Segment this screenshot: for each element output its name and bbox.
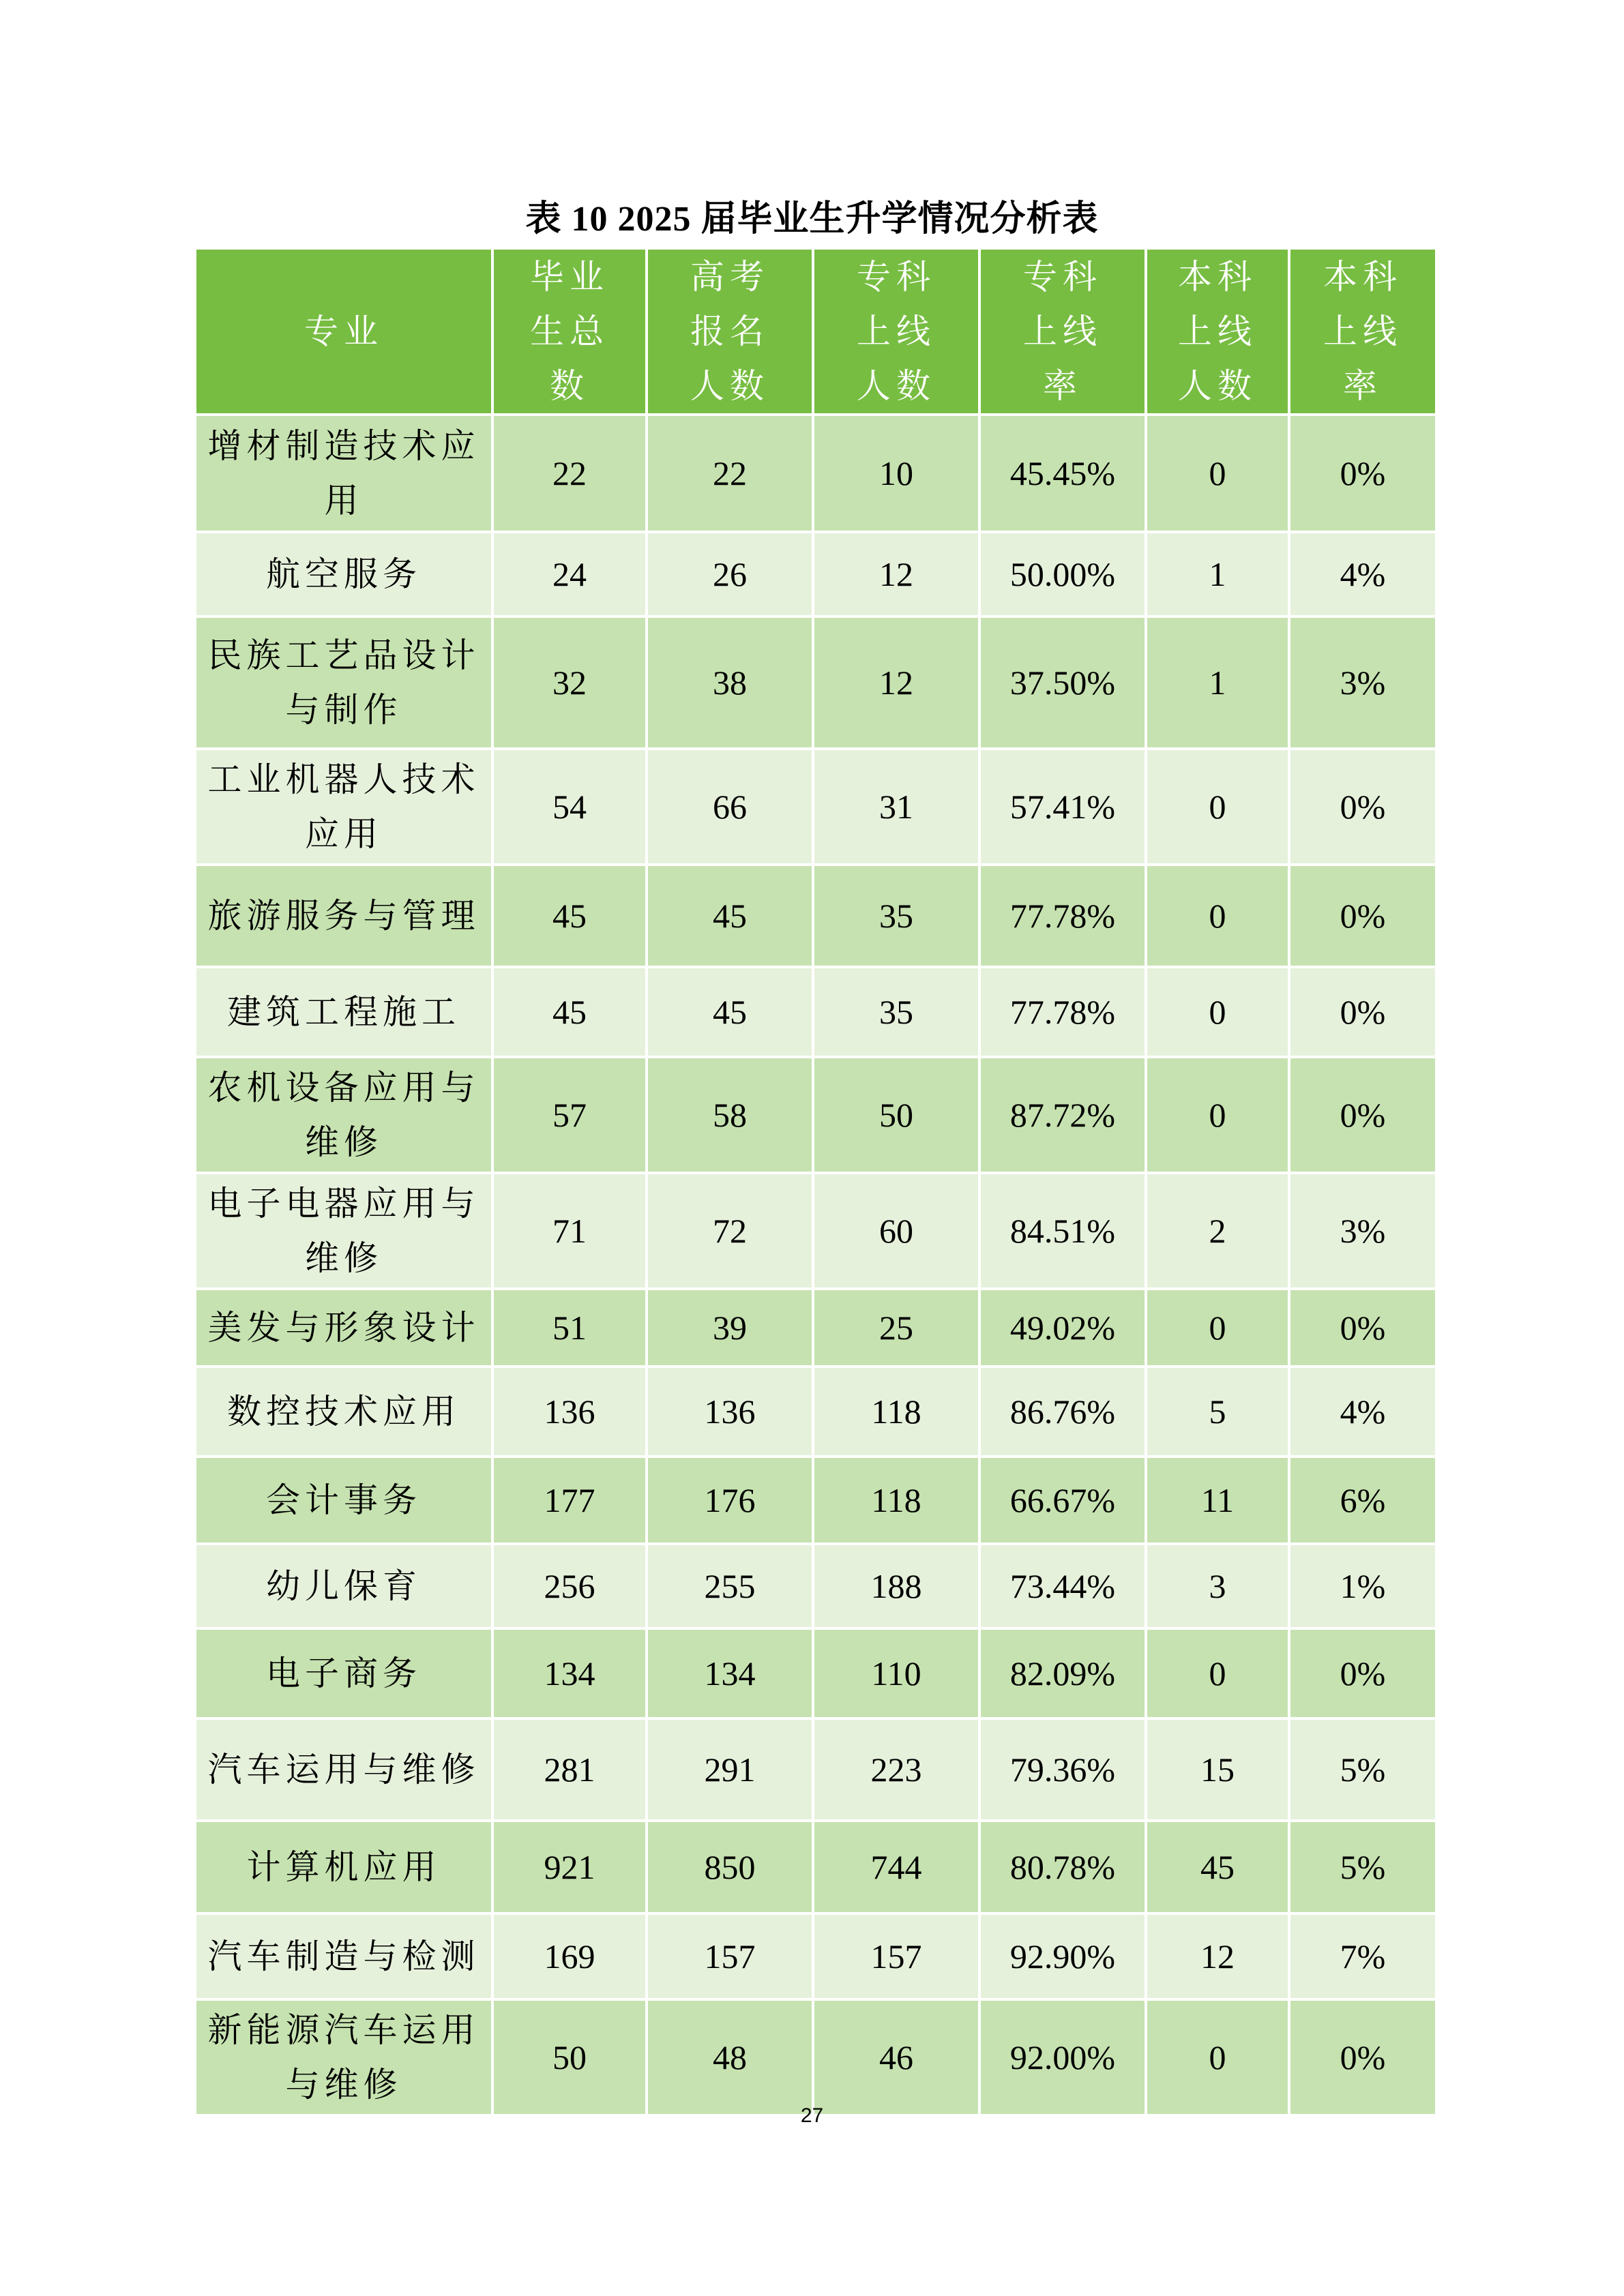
junior-college-admitted-cell: 10 — [813, 415, 979, 532]
table-row — [195, 1289, 1436, 1367]
junior-college-admitted-cell: 50 — [813, 1057, 979, 1173]
undergraduate-rate-cell: 0% — [1289, 415, 1436, 532]
major-cell: 美发与形象设计 — [195, 1289, 492, 1367]
major-cell: 建筑工程施工 — [195, 967, 492, 1057]
exam-applicants-cell: 66 — [647, 749, 813, 865]
junior-college-rate-cell: 77.78% — [979, 865, 1146, 967]
header-col-junior-college-rate — [979, 248, 1146, 415]
table-row — [195, 1718, 1436, 1821]
major-cell: 农机设备应用与维修 — [195, 1057, 492, 1173]
junior-college-rate-cell: 66.67% — [979, 1457, 1146, 1544]
undergraduate-admitted-cell: 0 — [1146, 967, 1289, 1057]
exam-applicants-cell: 850 — [647, 1821, 813, 1913]
junior-college-admitted-cell: 46 — [813, 1999, 979, 2115]
junior-college-admitted-cell: 31 — [813, 749, 979, 865]
table-row — [195, 1057, 1436, 1173]
major-cell: 工业机器人技术应用 — [195, 749, 492, 865]
undergraduate-admitted-cell: 2 — [1146, 1173, 1289, 1289]
junior-college-admitted-cell: 25 — [813, 1289, 979, 1367]
junior-college-admitted-cell: 744 — [813, 1821, 979, 1913]
major-cell: 计算机应用 — [195, 1821, 492, 1913]
exam-applicants-cell: 291 — [647, 1718, 813, 1821]
junior-college-rate-cell: 79.36% — [979, 1718, 1146, 1821]
junior-college-rate-cell: 92.00% — [979, 1999, 1146, 2115]
junior-college-admitted-cell: 157 — [813, 1913, 979, 1999]
exam-applicants-cell: 39 — [647, 1289, 813, 1367]
table-row — [195, 616, 1436, 749]
undergraduate-admitted-cell: 3 — [1146, 1544, 1289, 1628]
exam-applicants-cell: 72 — [647, 1173, 813, 1289]
major-cell: 汽车运用与维修 — [195, 1718, 492, 1821]
header-col-exam-applicants — [647, 248, 813, 415]
junior-college-admitted-cell: 35 — [813, 967, 979, 1057]
header-label: 毕业生总数 — [530, 258, 609, 405]
undergraduate-rate-cell: 1% — [1289, 1544, 1436, 1628]
table-title: 表 10 2025 届毕业生升学情况分析表 — [525, 200, 1099, 239]
graduates-total-cell: 57 — [492, 1057, 647, 1173]
header-label: 专科上线人数 — [857, 258, 936, 405]
undergraduate-rate-cell: 5% — [1289, 1718, 1436, 1821]
junior-college-rate-cell: 45.45% — [979, 415, 1146, 532]
exam-applicants-cell: 136 — [647, 1367, 813, 1457]
junior-college-admitted-cell: 12 — [813, 532, 979, 616]
exam-applicants-cell: 176 — [647, 1457, 813, 1544]
graduate-admission-table — [194, 247, 1438, 2117]
table-row — [195, 1821, 1436, 1913]
undergraduate-rate-cell: 0% — [1289, 1999, 1436, 2115]
table-header — [195, 248, 1436, 415]
table-row — [195, 1544, 1436, 1628]
junior-college-rate-cell: 87.72% — [979, 1057, 1146, 1173]
table-row — [195, 1913, 1436, 1999]
undergraduate-rate-cell: 5% — [1289, 1821, 1436, 1913]
junior-college-admitted-cell: 35 — [813, 865, 979, 967]
undergraduate-admitted-cell: 0 — [1146, 749, 1289, 865]
exam-applicants-cell: 255 — [647, 1544, 813, 1628]
junior-college-rate-cell: 80.78% — [979, 1821, 1146, 1913]
header-label: 高考报名人数 — [690, 258, 769, 405]
graduates-total-cell: 32 — [492, 616, 647, 749]
table-row — [195, 865, 1436, 967]
major-cell: 汽车制造与检测 — [195, 1913, 492, 1999]
graduates-total-cell: 54 — [492, 749, 647, 865]
junior-college-rate-cell: 37.50% — [979, 616, 1146, 749]
exam-applicants-cell: 38 — [647, 616, 813, 749]
table-row — [195, 415, 1436, 532]
header-col-junior-college-admitted — [813, 248, 979, 415]
table-row — [195, 967, 1436, 1057]
undergraduate-rate-cell: 0% — [1289, 1628, 1436, 1718]
undergraduate-rate-cell: 0% — [1289, 1289, 1436, 1367]
undergraduate-admitted-cell: 0 — [1146, 415, 1289, 532]
graduates-total-cell: 136 — [492, 1367, 647, 1457]
junior-college-admitted-cell: 12 — [813, 616, 979, 749]
header-col-major — [195, 248, 492, 415]
header-label: 本科上线人数 — [1178, 258, 1257, 405]
graduates-total-cell: 281 — [492, 1718, 647, 1821]
graduates-total-cell: 24 — [492, 532, 647, 616]
exam-applicants-cell: 58 — [647, 1057, 813, 1173]
undergraduate-admitted-cell: 1 — [1146, 616, 1289, 749]
graduates-total-cell: 921 — [492, 1821, 647, 1913]
major-cell: 幼儿保育 — [195, 1544, 492, 1628]
undergraduate-admitted-cell: 5 — [1146, 1367, 1289, 1457]
junior-college-admitted-cell: 118 — [813, 1457, 979, 1544]
junior-college-rate-cell: 57.41% — [979, 749, 1146, 865]
junior-college-rate-cell: 73.44% — [979, 1544, 1146, 1628]
major-cell: 新能源汽车运用与维修 — [195, 1999, 492, 2115]
graduates-total-cell: 45 — [492, 967, 647, 1057]
graduates-total-cell: 71 — [492, 1173, 647, 1289]
undergraduate-rate-cell: 6% — [1289, 1457, 1436, 1544]
undergraduate-admitted-cell: 0 — [1146, 1057, 1289, 1173]
junior-college-rate-cell: 86.76% — [979, 1367, 1146, 1457]
header-label: 专科上线率 — [1023, 258, 1102, 405]
table-row — [195, 1173, 1436, 1289]
undergraduate-rate-cell: 0% — [1289, 967, 1436, 1057]
undergraduate-admitted-cell: 12 — [1146, 1913, 1289, 1999]
table-row — [195, 1999, 1436, 2115]
major-cell: 增材制造技术应用 — [195, 415, 492, 532]
major-cell: 数控技术应用 — [195, 1367, 492, 1457]
graduates-total-cell: 45 — [492, 865, 647, 967]
undergraduate-rate-cell: 3% — [1289, 616, 1436, 749]
undergraduate-admitted-cell: 45 — [1146, 1821, 1289, 1913]
header-row — [195, 248, 1436, 415]
header-label: 本科上线率 — [1323, 258, 1402, 405]
header-label: 专业 — [304, 312, 383, 351]
graduates-total-cell: 51 — [492, 1289, 647, 1367]
exam-applicants-cell: 48 — [647, 1999, 813, 2115]
junior-college-rate-cell: 49.02% — [979, 1289, 1146, 1367]
undergraduate-admitted-cell: 11 — [1146, 1457, 1289, 1544]
table-row — [195, 532, 1436, 616]
graduates-total-cell: 50 — [492, 1999, 647, 2115]
major-cell: 会计事务 — [195, 1457, 492, 1544]
undergraduate-admitted-cell: 15 — [1146, 1718, 1289, 1821]
undergraduate-admitted-cell: 0 — [1146, 1628, 1289, 1718]
graduates-total-cell: 256 — [492, 1544, 647, 1628]
undergraduate-rate-cell: 4% — [1289, 1367, 1436, 1457]
junior-college-rate-cell: 92.90% — [979, 1913, 1146, 1999]
undergraduate-admitted-cell: 0 — [1146, 865, 1289, 967]
junior-college-admitted-cell: 60 — [813, 1173, 979, 1289]
undergraduate-rate-cell: 3% — [1289, 1173, 1436, 1289]
undergraduate-admitted-cell: 0 — [1146, 1289, 1289, 1367]
exam-applicants-cell: 26 — [647, 532, 813, 616]
graduates-total-cell: 177 — [492, 1457, 647, 1544]
major-cell: 航空服务 — [195, 532, 492, 616]
table-row — [195, 1367, 1436, 1457]
graduates-total-cell: 169 — [492, 1913, 647, 1999]
major-cell: 旅游服务与管理 — [195, 865, 492, 967]
table-row — [195, 1628, 1436, 1718]
undergraduate-rate-cell: 7% — [1289, 1913, 1436, 1999]
table-body — [195, 415, 1436, 2115]
junior-college-admitted-cell: 223 — [813, 1718, 979, 1821]
header-col-undergraduate-rate — [1289, 248, 1436, 415]
graduates-total-cell: 22 — [492, 415, 647, 532]
undergraduate-admitted-cell: 1 — [1146, 532, 1289, 616]
undergraduate-admitted-cell: 0 — [1146, 1999, 1289, 2115]
exam-applicants-cell: 134 — [647, 1628, 813, 1718]
junior-college-admitted-cell: 110 — [813, 1628, 979, 1718]
junior-college-rate-cell: 77.78% — [979, 967, 1146, 1057]
header-col-graduates-total — [492, 248, 647, 415]
table-row — [195, 749, 1436, 865]
major-cell: 电子商务 — [195, 1628, 492, 1718]
page-number: 27 — [800, 2104, 824, 2127]
exam-applicants-cell: 22 — [647, 415, 813, 532]
undergraduate-rate-cell: 4% — [1289, 532, 1436, 616]
exam-applicants-cell: 157 — [647, 1913, 813, 1999]
exam-applicants-cell: 45 — [647, 967, 813, 1057]
major-cell: 电子电器应用与维修 — [195, 1173, 492, 1289]
junior-college-admitted-cell: 118 — [813, 1367, 979, 1457]
junior-college-rate-cell: 82.09% — [979, 1628, 1146, 1718]
junior-college-rate-cell: 84.51% — [979, 1173, 1146, 1289]
undergraduate-rate-cell: 0% — [1289, 749, 1436, 865]
undergraduate-rate-cell: 0% — [1289, 1057, 1436, 1173]
graduates-total-cell: 134 — [492, 1628, 647, 1718]
undergraduate-rate-cell: 0% — [1289, 865, 1436, 967]
junior-college-admitted-cell: 188 — [813, 1544, 979, 1628]
exam-applicants-cell: 45 — [647, 865, 813, 967]
major-cell: 民族工艺品设计与制作 — [195, 616, 492, 749]
table-row — [195, 1457, 1436, 1544]
junior-college-rate-cell: 50.00% — [979, 532, 1146, 616]
header-col-undergraduate-admitted — [1146, 248, 1289, 415]
